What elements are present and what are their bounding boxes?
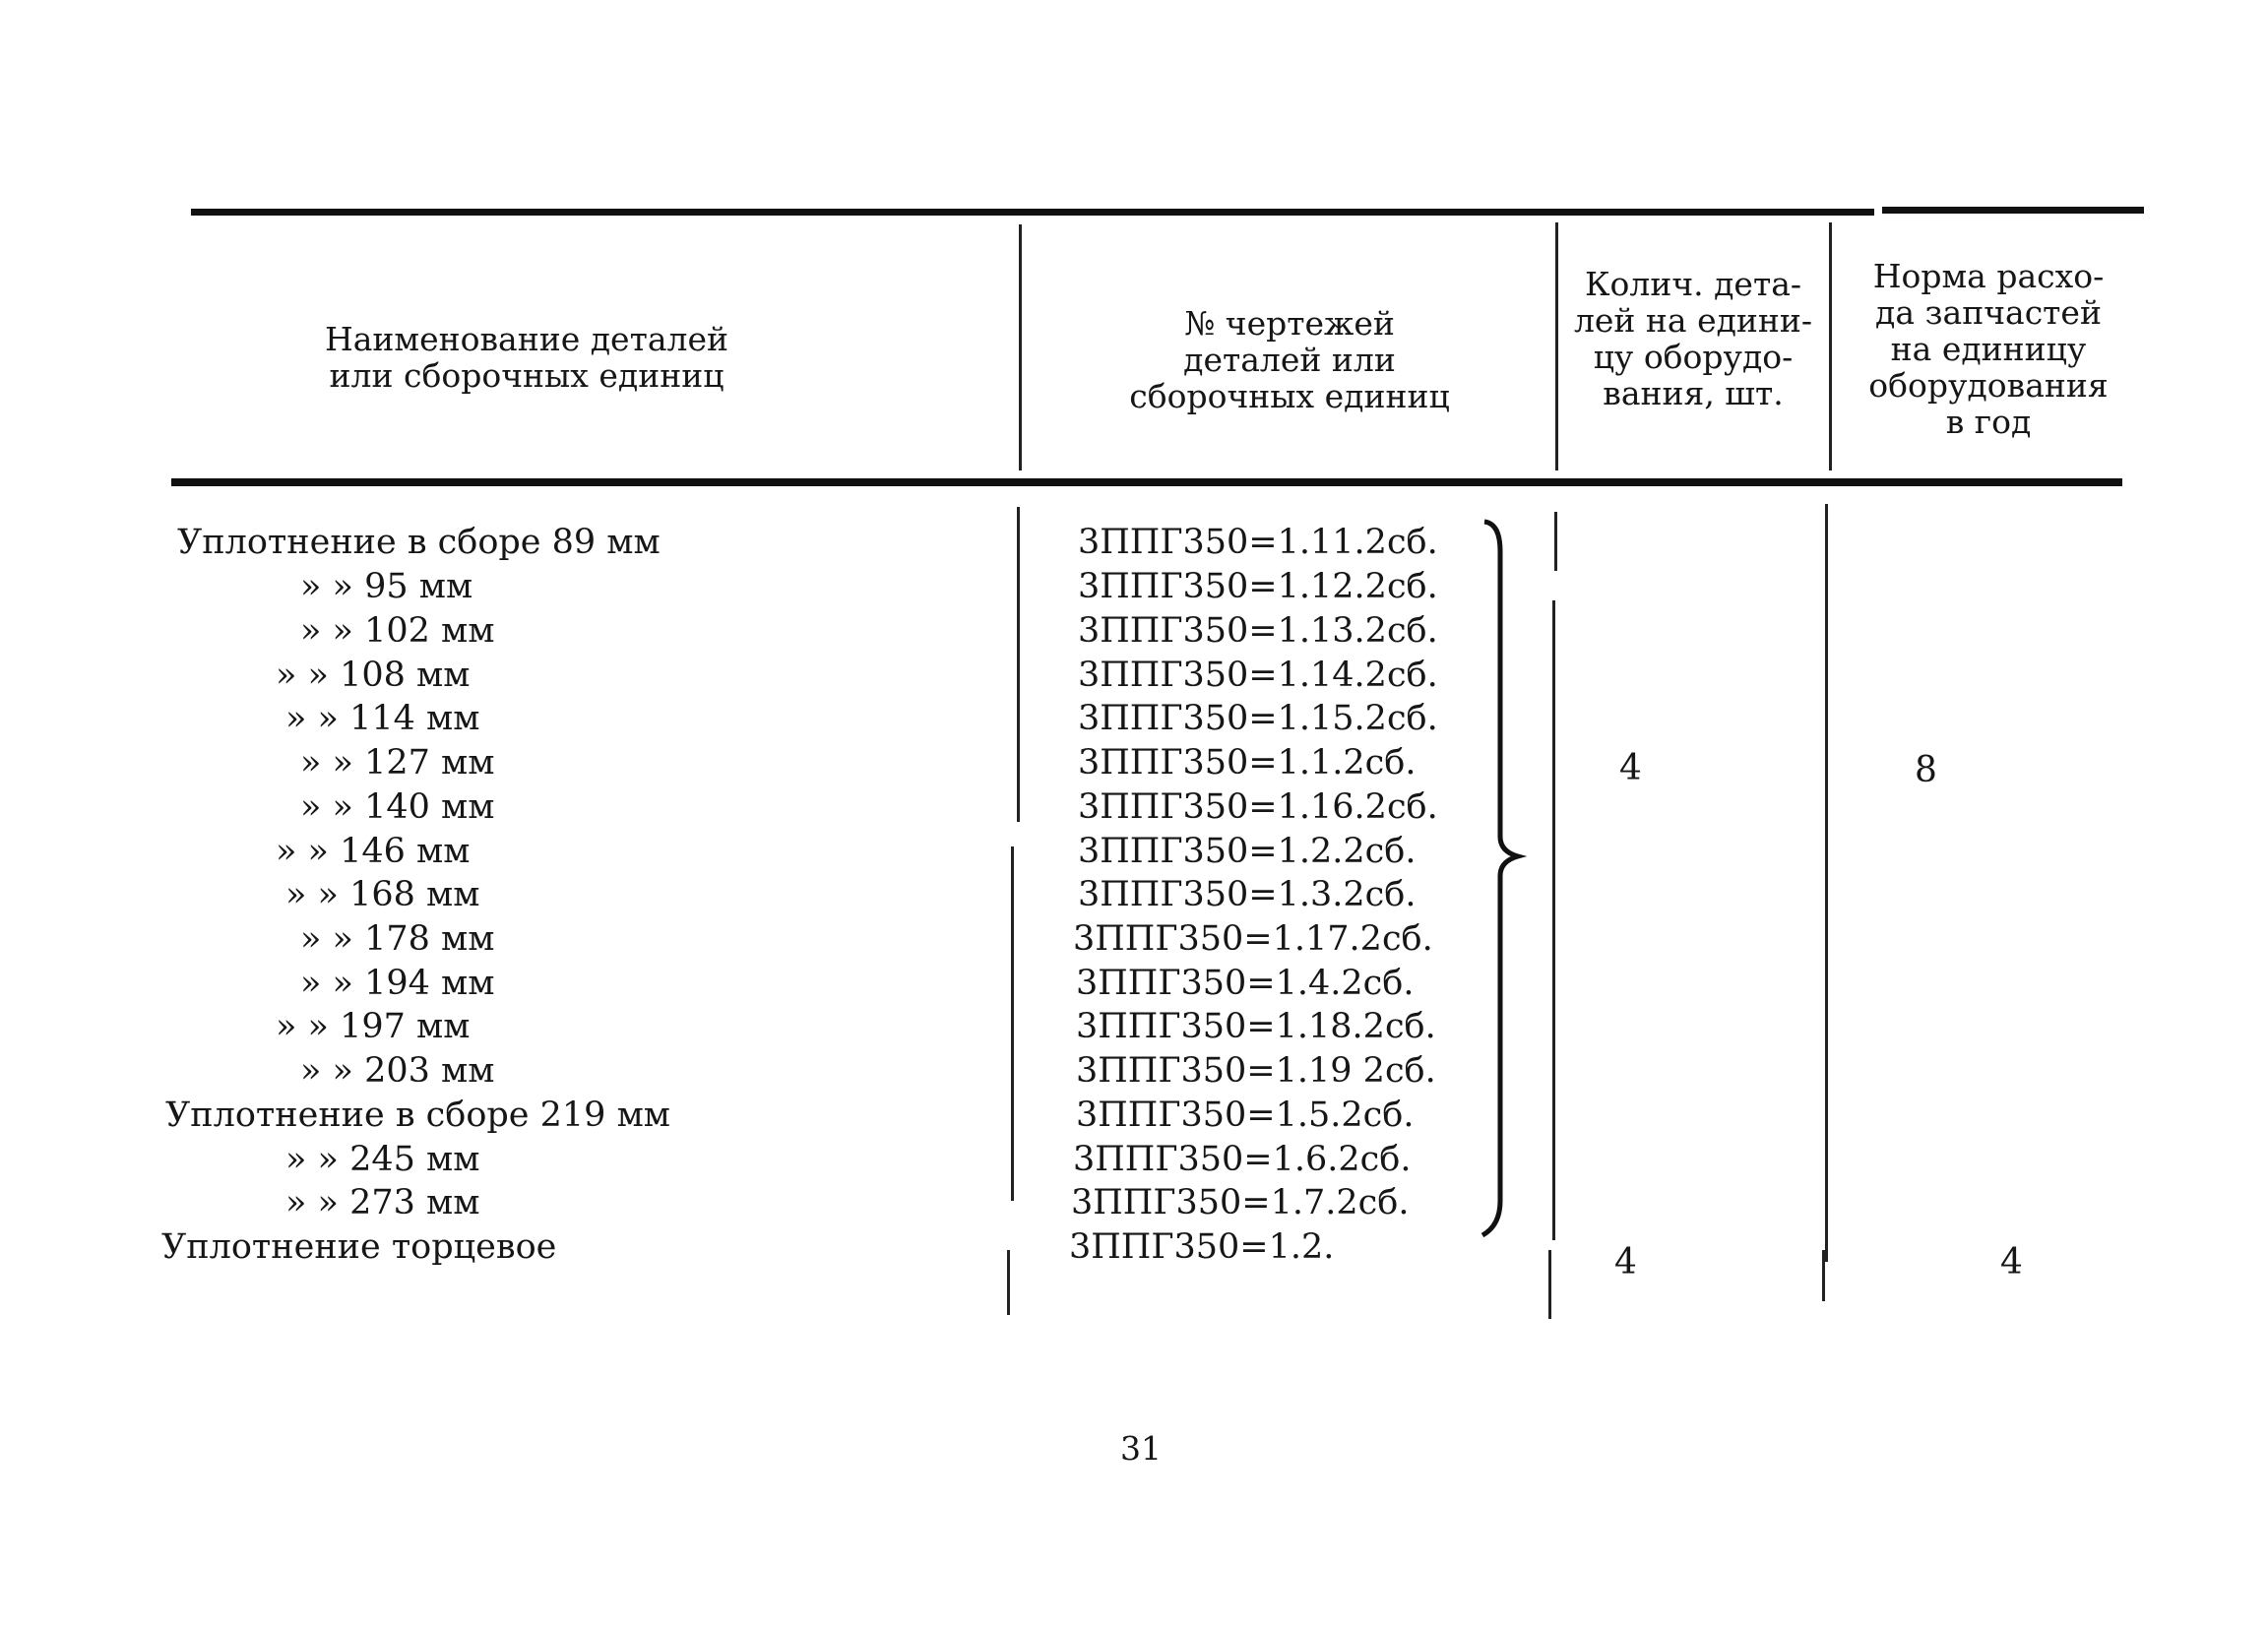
row-drawing: 3ППГ350=1.14.2сб. [1078, 656, 1438, 695]
row-name: » » 197 мм [276, 1007, 471, 1046]
group1-qty: 4 [1619, 748, 1642, 788]
body-separator-2c [1548, 1250, 1551, 1319]
row-name: » » 146 мм [276, 832, 471, 871]
group-brace [1477, 512, 1536, 1240]
group2-qty: 4 [1614, 1242, 1637, 1283]
row-drawing: 3ППГ350=1.17.2сб. [1073, 919, 1433, 959]
body-separator-2 [1554, 512, 1557, 571]
row-name: » » 245 мм [285, 1140, 480, 1179]
header-qty: Колич. дета- лей на едини- цу оборудо- вания, шт. [1573, 265, 1813, 412]
row-drawing: 3ППГ350=1.2.2сб. [1078, 832, 1417, 871]
row-name: Уплотнение в сборе 89 мм [177, 523, 661, 562]
row-name: » » 168 мм [285, 875, 480, 914]
body-separator-3b [1822, 1250, 1825, 1301]
row-name: » » 178 мм [300, 919, 495, 959]
header-drawing: № чертежей деталей или сборочных единиц [1129, 304, 1450, 415]
row-drawing: 3ППГ350=1.6.2сб. [1073, 1140, 1412, 1179]
row-drawing: 3ППГ350=1.11.2сб. [1078, 523, 1438, 562]
header-norm: Норма расхо- да запчастей на единицу оборудования в год [1868, 257, 2109, 441]
row-drawing: 3ППГ350=1.15.2сб. [1078, 699, 1438, 738]
row-drawing: 3ППГ350=1.13.2сб. [1078, 611, 1438, 651]
row-name: Уплотнение торцевое [161, 1227, 557, 1267]
body-separator-1c [1007, 1250, 1010, 1315]
row-name: » » 203 мм [300, 1051, 495, 1091]
row-drawing: 3ППГ350=1.2. [1069, 1227, 1335, 1267]
group1-norm: 8 [1915, 750, 1937, 790]
row-name: » » 273 мм [285, 1183, 480, 1222]
row-name: » » 108 мм [276, 656, 471, 695]
row-drawing: 3ППГ350=1.1.2сб. [1078, 743, 1417, 783]
body-separator-2b [1552, 600, 1555, 1240]
header-separator-1 [1019, 224, 1022, 470]
group2-norm: 4 [2000, 1242, 2023, 1283]
row-drawing: 3ППГ350=1.3.2сб. [1078, 875, 1417, 914]
top-rule-right [1882, 207, 2144, 214]
body-separator-1b [1011, 846, 1014, 1201]
row-drawing: 3ППГ350=1.12.2сб. [1078, 567, 1438, 606]
header-separator-2 [1555, 222, 1558, 470]
row-name: » » 114 мм [285, 699, 480, 738]
row-name: » » 140 мм [300, 787, 495, 827]
page-number: 31 [1120, 1429, 1162, 1468]
row-drawing: 3ППГ350=1.18.2сб. [1076, 1007, 1436, 1046]
row-drawing: 3ППГ350=1.19 2сб. [1076, 1051, 1436, 1091]
header-separator-3 [1829, 222, 1832, 470]
header-name: Наименование деталей или сборочных единиц [324, 320, 729, 395]
body-separator-3 [1825, 504, 1828, 1262]
row-drawing: 3ППГ350=1.16.2сб. [1078, 787, 1438, 827]
body-separator-1 [1017, 507, 1020, 822]
row-drawing: 3ППГ350=1.5.2сб. [1076, 1096, 1415, 1135]
row-name: » » 127 мм [300, 743, 495, 783]
row-name: » » 194 мм [300, 964, 495, 1003]
row-name: » » 102 мм [300, 611, 495, 651]
row-name: Уплотнение в сборе 219 мм [165, 1096, 671, 1135]
row-drawing: 3ППГ350=1.4.2сб. [1076, 964, 1415, 1003]
top-rule [191, 209, 1874, 216]
header-bottom-rule [171, 478, 2122, 486]
row-name: » » 95 мм [300, 567, 473, 606]
row-drawing: 3ППГ350=1.7.2сб. [1071, 1183, 1410, 1222]
